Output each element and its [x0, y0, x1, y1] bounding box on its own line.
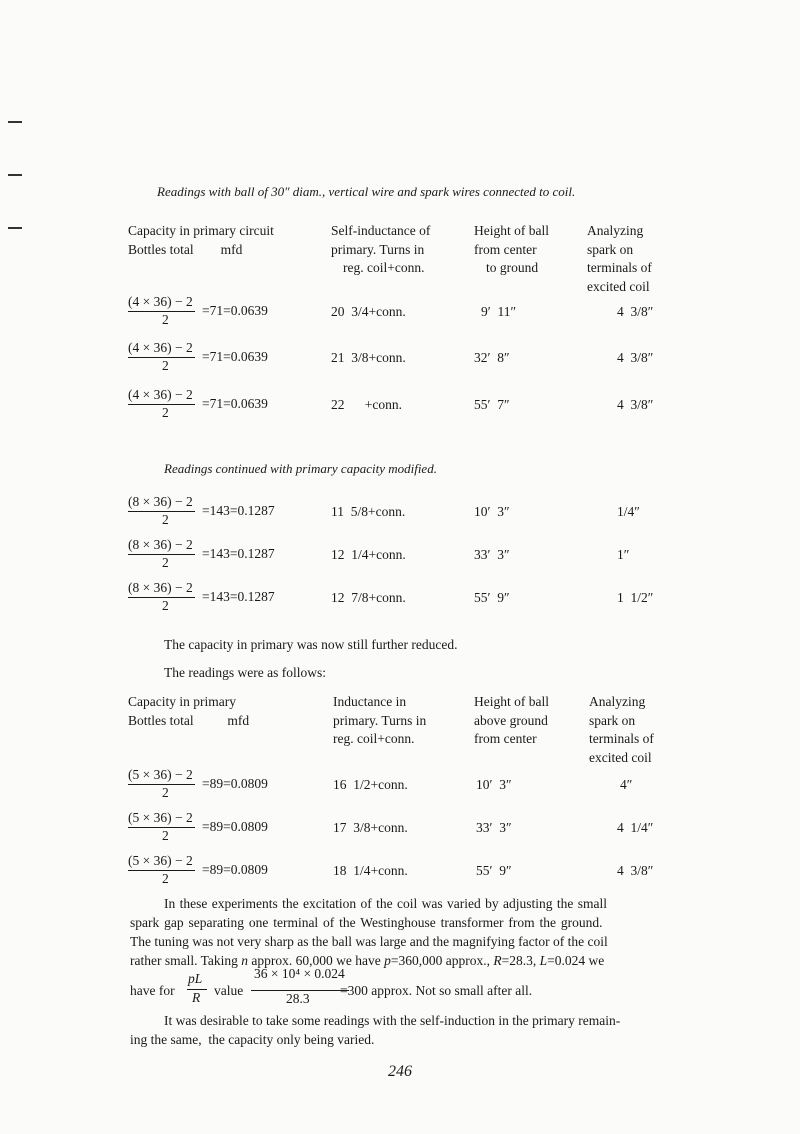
header-line: Analyzing — [589, 694, 646, 709]
height-value: 32′ 8″ — [474, 350, 510, 365]
formula-result: =143=0.1287 — [202, 546, 275, 561]
formula-denominator: 2 — [162, 512, 169, 527]
formula-result: =89=0.0809 — [202, 776, 268, 791]
header-line: Inductance in — [333, 694, 407, 709]
section1-header-capacity — [128, 222, 274, 259]
header-line: Bottles total mfd — [128, 712, 250, 728]
spark-value: 4 3/8″ — [617, 863, 654, 878]
variable-L: L — [539, 953, 548, 968]
paragraph-line: spark gap separating one terminal of the Westinghouse transformer from the ground. — [130, 915, 603, 930]
section2-caption: Readings continued with primary capacity modified. — [164, 461, 437, 476]
text-run: =360,000 approx., — [390, 953, 494, 968]
header-line: Bottles total mfd — [128, 241, 243, 257]
formula-denominator: 2 — [162, 405, 169, 420]
text-run: rather small. Taking — [130, 953, 242, 968]
formula-denominator: 2 — [162, 785, 169, 800]
section3-header-height — [474, 693, 549, 749]
header-line: spark on — [589, 712, 636, 728]
page-number: 246 — [388, 1063, 412, 1080]
paragraph-line: =300 approx. Not so small after all. — [340, 983, 533, 998]
margin-mark — [8, 121, 22, 123]
section1-caption: Readings with ball of 30″ diam., vertical wire and spark wires connected to coil. — [157, 184, 576, 199]
formula-result: =89=0.0809 — [202, 819, 268, 834]
height-value: 33′ 3″ — [476, 820, 512, 835]
header-line: Capacity in primary circuit — [128, 223, 274, 238]
inductance-value: 21 3/8+conn. — [331, 350, 406, 365]
header-line: primary. Turns in — [331, 241, 425, 257]
intro-line: The capacity in primary was now still further reduced. — [164, 637, 458, 652]
inductance-value: 17 3/8+conn. — [333, 820, 408, 835]
text-run: approx. 60,000 we have — [248, 953, 385, 968]
header-line: above ground — [474, 712, 548, 728]
section3-header-spark — [589, 693, 654, 767]
section3-header-capacity — [128, 693, 249, 730]
header-line: excited coil — [589, 749, 652, 765]
paragraph-line: ing the same, the capacity only being varied. — [130, 1032, 375, 1047]
spark-value: 1″ — [617, 547, 630, 562]
inductance-value: 12 7/8+conn. — [331, 590, 406, 605]
header-line: to ground — [486, 260, 539, 275]
formula-denominator: 2 — [162, 828, 169, 843]
height-value: 10′ 3″ — [474, 504, 510, 519]
paragraph-line — [130, 953, 604, 969]
fraction-denominator: 28.3 — [286, 991, 310, 1006]
formula-numerator: (4 × 36) − 2 — [128, 387, 195, 405]
formula-denominator: 2 — [162, 312, 169, 327]
formula-numerator: (8 × 36) − 2 — [128, 537, 195, 555]
spark-value: 4 3/8″ — [617, 350, 654, 365]
spark-value: 4″ — [620, 777, 633, 792]
section3-header-inductance — [333, 693, 426, 749]
height-value: 55′ 9″ — [476, 863, 512, 878]
variable-n: n — [241, 953, 249, 968]
intro-line: The readings were as follows: — [164, 665, 326, 680]
formula-denominator: 2 — [162, 358, 169, 373]
formula-numerator: (5 × 36) − 2 — [128, 853, 195, 871]
header-line: reg. coil+conn. — [333, 731, 415, 746]
formula-result: =89=0.0809 — [202, 862, 268, 877]
formula-denominator: 2 — [162, 555, 169, 570]
spark-value: 4 3/8″ — [617, 397, 654, 412]
inductance-value: 22 +conn. — [331, 397, 402, 412]
header-line: Capacity in primary — [128, 694, 236, 709]
variable-R: R — [493, 953, 502, 968]
header-line: spark on — [587, 241, 634, 257]
variable-p: p — [384, 953, 391, 968]
formula-result: =71=0.0639 — [202, 303, 268, 318]
spark-value: 4 3/8″ — [617, 304, 654, 319]
paragraph-line: The tuning was not very sharp as the ball was large and the magnifying factor of the coil — [130, 934, 608, 949]
paragraph-line: It was desirable to take some readings with the self-induction in the primary remain- — [164, 1013, 621, 1028]
margin-mark — [8, 227, 22, 229]
spark-value: 4 1/4″ — [617, 820, 654, 835]
formula-denominator: 2 — [162, 598, 169, 613]
section1-header-height — [474, 222, 549, 278]
height-value: 55′ 9″ — [474, 590, 510, 605]
section1-header-inductance — [331, 222, 430, 278]
section1-header-spark — [587, 222, 652, 296]
margin-mark — [8, 174, 22, 176]
header-line: Analyzing — [587, 223, 644, 238]
header-line: terminals of — [589, 731, 654, 746]
spark-value: 1 1/2″ — [617, 590, 654, 605]
spark-value: 1/4″ — [617, 504, 640, 519]
text-run: =0.024 we — [547, 953, 605, 968]
paragraph-line: have for — [130, 983, 175, 998]
height-value: 10′ 3″ — [476, 777, 512, 792]
formula-numerator: (4 × 36) − 2 — [128, 340, 195, 358]
formula-numerator: (4 × 36) − 2 — [128, 294, 195, 312]
formula-numerator: (5 × 36) − 2 — [128, 767, 195, 785]
fraction-numerator: 36 × 10⁴ × 0.024 — [254, 966, 345, 981]
header-line: Height of ball — [474, 223, 549, 238]
formula-numerator: (5 × 36) − 2 — [128, 810, 195, 828]
text-run: =28.3, — [501, 953, 540, 968]
header-line: Height of ball — [474, 694, 549, 709]
inductance-value: 18 1/4+conn. — [333, 863, 408, 878]
formula-result: =71=0.0639 — [202, 396, 268, 411]
inductance-value: 11 5/8+conn. — [331, 504, 406, 519]
inductance-value: 16 1/2+conn. — [333, 777, 408, 792]
paragraph-line: In these experiments the excitation of the coil was varied by adjusting the small — [164, 896, 608, 911]
inductance-value: 20 3/4+conn. — [331, 304, 406, 319]
fraction-numerator: pL — [188, 971, 203, 986]
header-line: from center — [474, 731, 537, 746]
formula-result: =143=0.1287 — [202, 503, 275, 518]
formula-numerator: (8 × 36) − 2 — [128, 580, 195, 598]
formula-result: =71=0.0639 — [202, 349, 268, 364]
header-line: reg. coil+conn. — [343, 260, 425, 275]
header-line: excited coil — [587, 278, 650, 294]
header-line: from center — [474, 241, 537, 257]
formula-denominator: 2 — [162, 871, 169, 886]
inductance-value: 12 1/4+conn. — [331, 547, 406, 562]
height-value: 55′ 7″ — [474, 397, 510, 412]
header-line: terminals of — [587, 260, 652, 275]
header-line: primary. Turns in — [333, 712, 427, 728]
formula-result: =143=0.1287 — [202, 589, 275, 604]
fraction-denominator: R — [192, 990, 201, 1005]
height-value: 33′ 3″ — [474, 547, 510, 562]
paragraph-line: value — [214, 983, 244, 998]
formula-numerator: (8 × 36) − 2 — [128, 494, 195, 512]
header-line: Self-inductance of — [331, 223, 431, 238]
height-value: 9′ 11″ — [481, 304, 517, 319]
